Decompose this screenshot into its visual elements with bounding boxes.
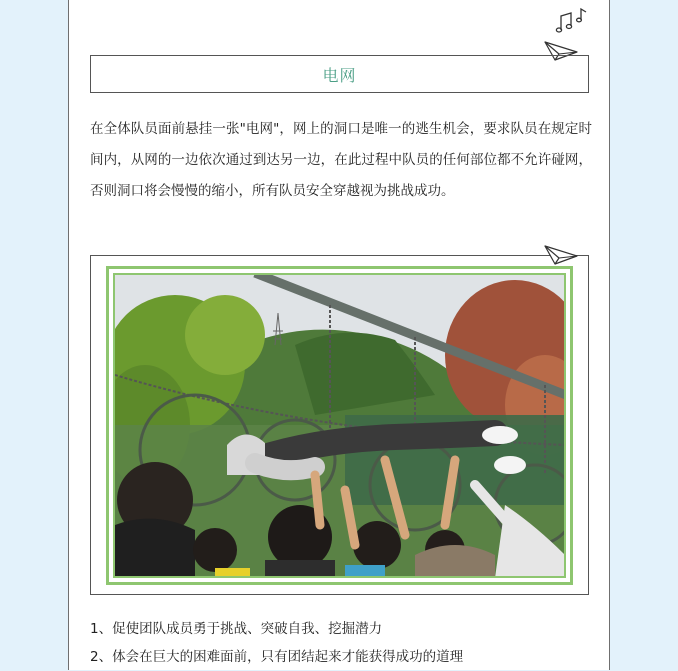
goals-list [90, 615, 600, 671]
paper-plane-icon [543, 242, 579, 268]
article-page [68, 0, 610, 670]
list-item: 2、体会在巨大的困难面前，只有团结起来才能获得成功的道理 [90, 649, 464, 665]
section-title: 电网 [322, 65, 357, 85]
photo-border [106, 266, 573, 585]
activity-photo [113, 273, 566, 578]
section-description: 在全体队员面前悬挂一张"电网"，网上的洞口是唯一的逃生机会，要求队员在规定时间内，从网的一边依次通过到达另一边，在此过程中队员的任何部位都不允许碰网，否则洞口将会慢慢的缩小，所有队员安全穿越视为挑战成功。 [90, 121, 592, 199]
photo-frame [90, 255, 589, 595]
list-item: 1、促使团队成员勇于挑战、突破自我、挖掘潜力 [90, 621, 383, 637]
photo-team-lifting-icon [115, 275, 566, 578]
section-title-box [90, 55, 589, 93]
music-notes-icon [555, 6, 591, 36]
